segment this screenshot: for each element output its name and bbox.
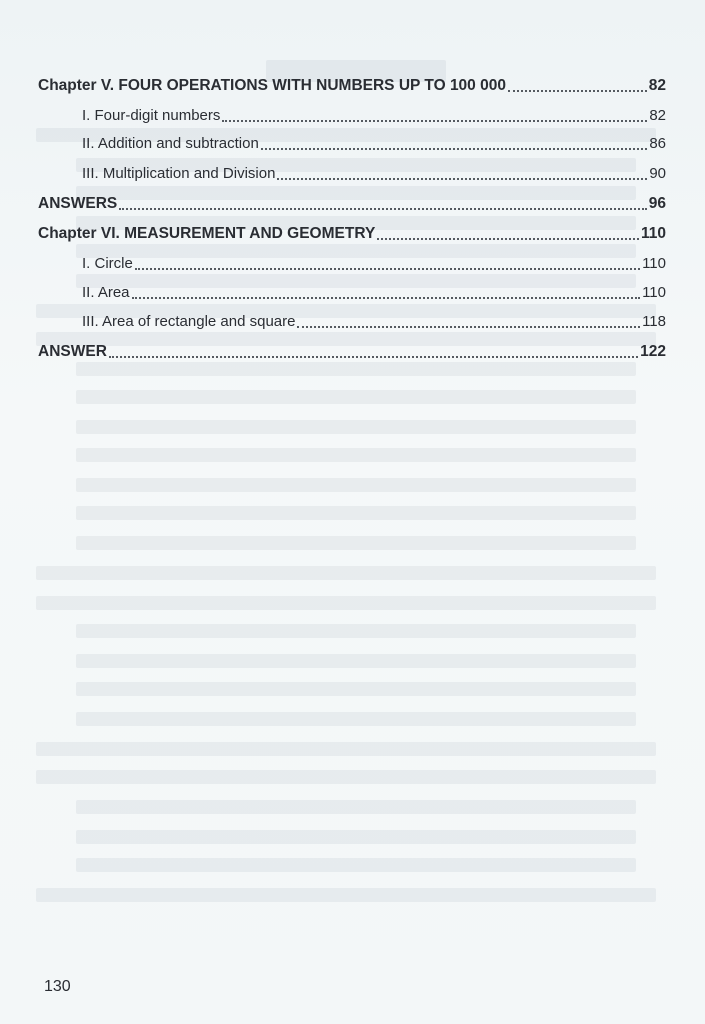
leader-dots [297,326,640,328]
leader-dots [508,90,647,92]
toc-entry-label: I. Circle [82,255,133,272]
leader-dots [261,148,648,150]
toc-entry-page: 110 [642,255,666,272]
toc-entry-page: 90 [649,165,666,182]
toc-entry-addition-subtraction [82,134,666,154]
toc-entry-answers [38,194,666,214]
toc-entry-page: 122 [640,343,666,360]
toc-entry-page: 82 [649,107,666,124]
toc-entry-label: II. Addition and subtraction [82,135,259,152]
toc-entry-rectangle-square [82,312,666,332]
toc-entry-answer [38,342,666,362]
leader-dots [377,238,639,240]
toc-entry-chapter-5 [38,76,666,96]
leader-dots [109,356,638,358]
toc-entry-label: ANSWER [38,343,107,360]
toc-entry-circle [82,254,666,274]
page-number: 130 [44,978,71,995]
leader-dots [222,120,647,122]
toc-entry-label: ANSWERS [38,195,118,212]
toc-entry-four-digit-numbers [82,106,666,126]
toc-entry-multiplication-division [82,164,666,184]
toc-entry-page: 82 [648,77,666,94]
toc-entry-page: 110 [640,225,666,242]
toc-entry-page: 96 [648,195,666,212]
toc-entry-label: I. Four-digit numbers [82,107,221,124]
toc-entry-page: 118 [642,313,666,330]
toc-entry-chapter-6 [38,224,666,244]
toc-entry-label: II. Area [82,284,130,301]
toc-entry-label: III. Multiplication and Division [82,165,276,182]
toc-entry-label: Chapter VI. MEASUREMENT AND GEOMETRY [38,225,376,242]
leader-dots [135,268,640,270]
toc-entry-label: III. Area of rectangle and square [82,313,296,330]
leader-dots [132,297,641,299]
toc-entry-label: Chapter V. FOUR OPERATIONS WITH NUMBERS UP TO 100 000 [38,77,506,94]
toc-entry-page: 110 [642,284,666,301]
leader-dots [119,208,647,210]
toc-entry-area [82,283,666,303]
leader-dots [277,178,647,180]
toc-entry-page: 86 [649,135,666,152]
